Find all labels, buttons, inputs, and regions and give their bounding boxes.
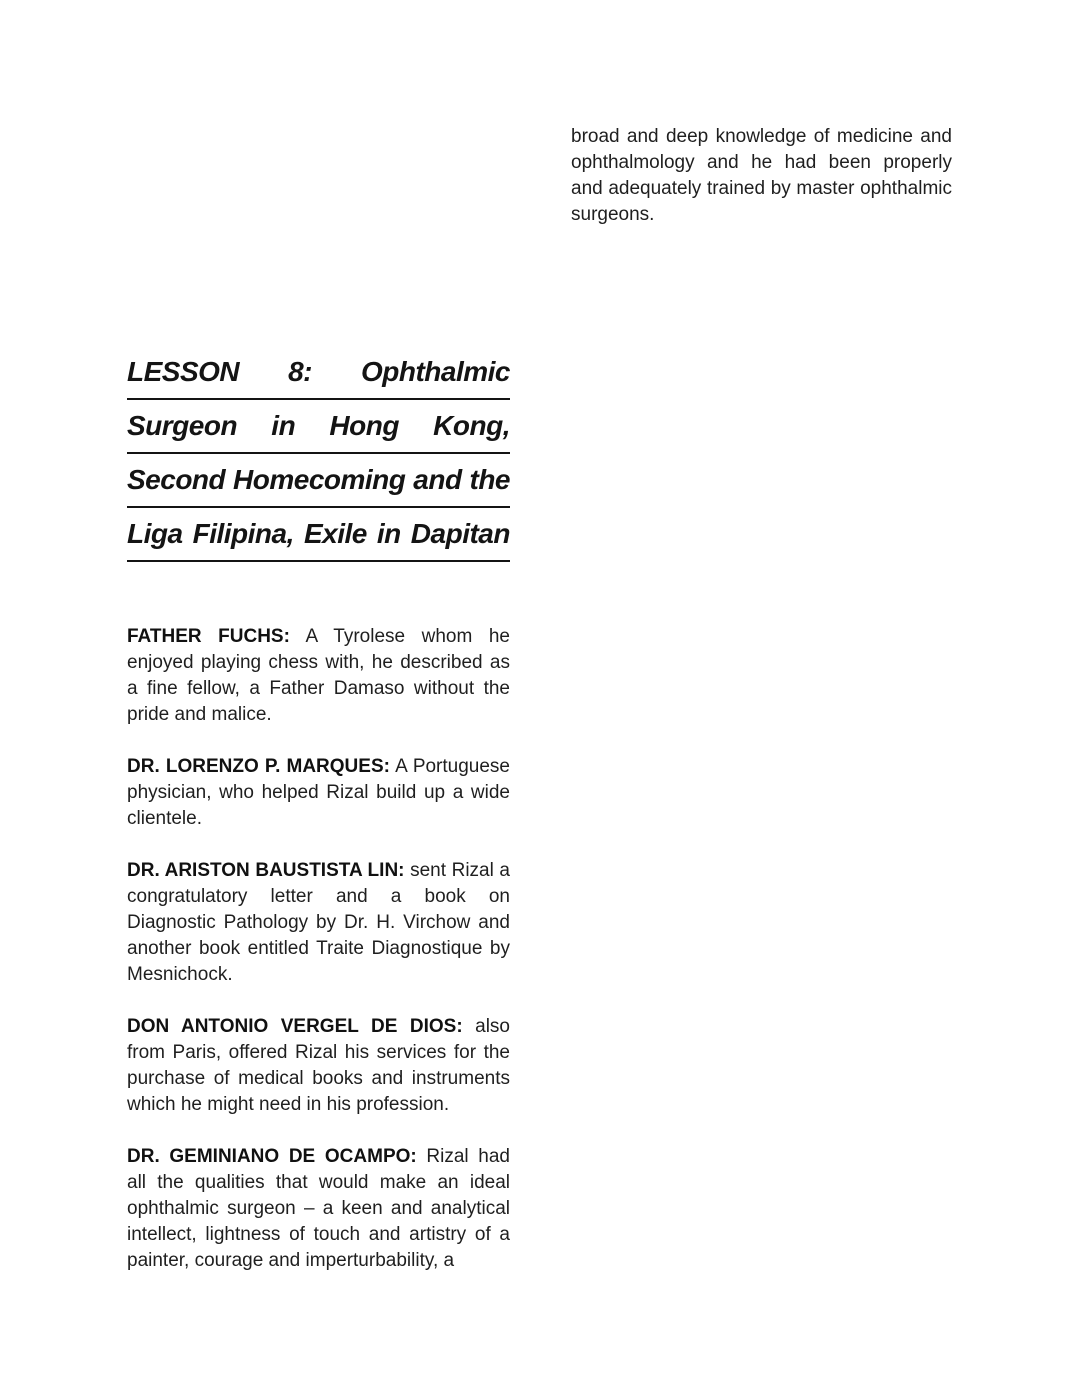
term-description: Rizal had all the qualities that would make an ideal ophthalmic surgeon – a keen and analytical intellect, lightness of touch and artistry of a painter, courage and imperturbability, a	[127, 1146, 511, 1271]
definition-list	[127, 624, 510, 1274]
left-column	[127, 0, 510, 1274]
term-label: DR. LORENZO P. MARQUES:	[127, 756, 390, 777]
term-label: DR. ARISTON BAUSTISTA LIN:	[127, 860, 405, 881]
continuation-paragraph: broad and deep knowledge of medicine and ophthalmology and he had been properly and adequately trained by master ophthalmic surgeons.	[571, 126, 952, 225]
heading-line-2: Surgeon in Hong Kong,	[127, 400, 510, 454]
term-description: A Tyrolese whom he enjoyed playing chess with, he described as a fine fellow, a Father Damaso without the pride and malice.	[127, 626, 511, 725]
heading-line-3: Second Homecoming and the	[127, 454, 510, 508]
definition-paragraph-lorenzo-marques	[127, 754, 510, 832]
definition-paragraph-geminiano-ocampo	[127, 1144, 510, 1274]
right-column	[571, 124, 952, 228]
term-label: FATHER FUCHS:	[127, 626, 290, 647]
term-label: DR. GEMINIANO DE OCAMPO:	[127, 1146, 417, 1167]
heading-line-1: LESSON 8: Ophthalmic	[127, 346, 510, 400]
term-description: A Portuguese physician, who helped Rizal build up a wide clientele.	[127, 756, 511, 829]
term-description: sent Rizal a congratulatory letter and a book on Diagnostic Pathology by Dr. H. Virchow and another book entitled Traite Diagnostique by Mesnichock.	[127, 860, 510, 985]
lesson-heading	[127, 346, 510, 562]
definition-paragraph-antonio-vergel	[127, 1014, 510, 1118]
term-label: DON ANTONIO VERGEL DE DIOS:	[127, 1016, 463, 1037]
definition-paragraph-ariston-baustista	[127, 858, 510, 988]
heading-line-4: Liga Filipina, Exile in Dapitan	[127, 508, 510, 562]
definition-paragraph-father-fuchs	[127, 624, 510, 728]
term-description: also from Paris, offered Rizal his services for the purchase of medical books and instruments which he might need in his profession.	[127, 1016, 510, 1115]
